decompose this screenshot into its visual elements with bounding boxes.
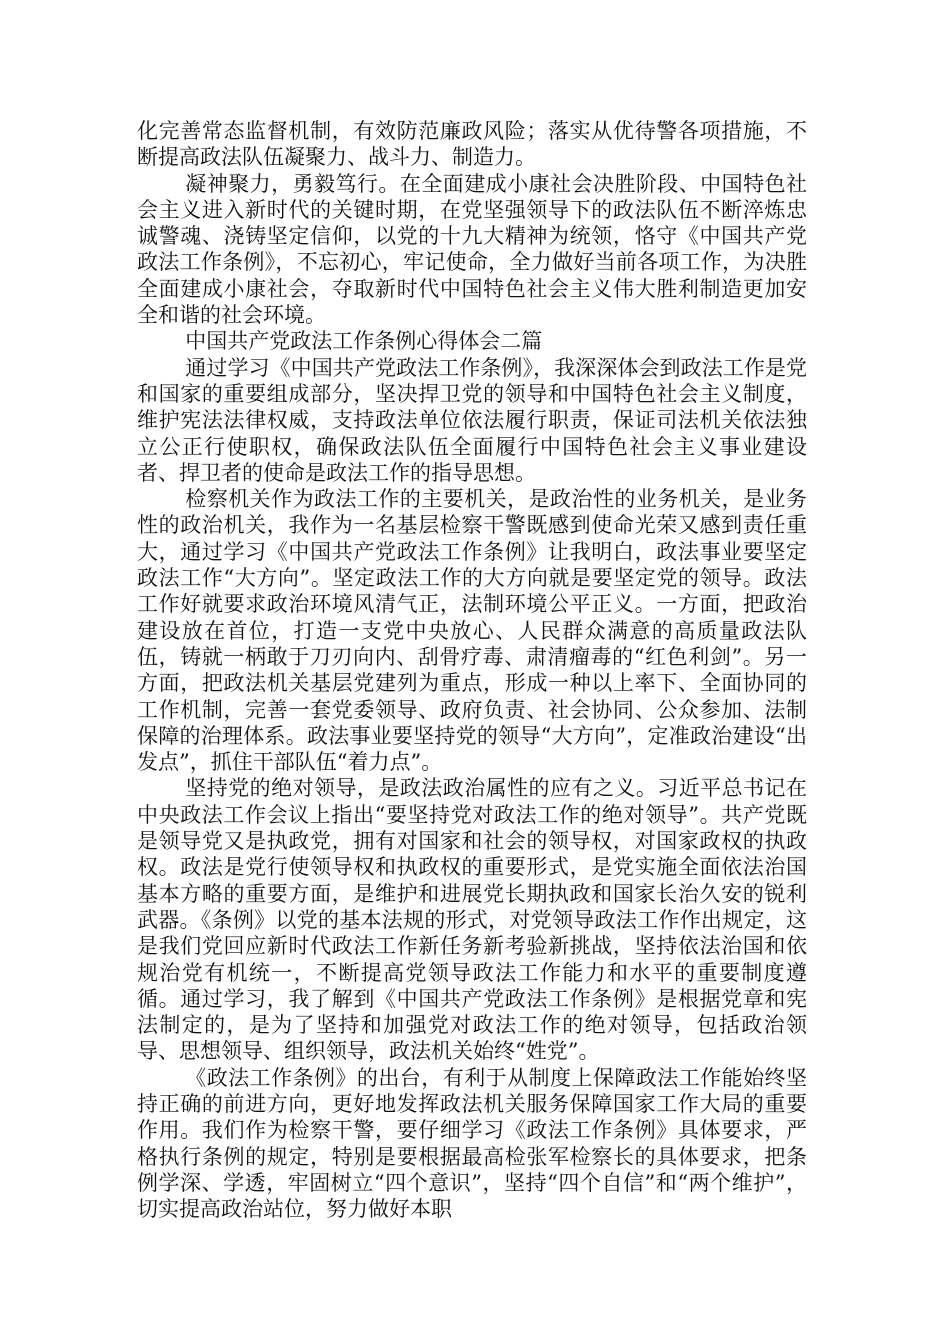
document-page bbox=[137, 118, 807, 1222]
paragraph: 凝神聚力，勇毅笃行。在全面建成小康社会决胜阶段、中国特色社会主义进入新时代的关键时期，在党坚强领导下的政法队伍不断淬炼忠诚警魂、浇铸坚定信仰，以党的十九大精神为统领，恪守《中国共产党政法工作条例》，不忘初心，牢记使命，全力做好当前各项工作，为决胜全面建成小康社会，夺取新时代中国特色社会主义伟大胜利制造更加安全和谐的社会环境。 bbox=[137, 171, 807, 328]
paragraph-continuation: 化完善常态监督机制，有效防范廉政风险；落实从优待警各项措施，不断提高政法队伍凝聚力、战斗力、制造力。 bbox=[137, 119, 807, 170]
section-heading: 中国共产党政法工作条例心得体会二篇 bbox=[185, 329, 543, 354]
paragraph: 通过学习《中国共产党政法工作条例》，我深深体会到政法工作是党和国家的重要组成部分，坚决捍卫党的领导和中国特色社会主义制度，维护宪法法律权威，支持政法单位依法履行职责，保证司法机关依法独立公正行使职权，确保政法队伍全面履行中国特色社会主义事业建设者、捍卫者的使命是政法工作的指导思想。 bbox=[137, 355, 807, 485]
paragraph: 坚持党的绝对领导，是政法政治属性的应有之义。习近平总书记在中央政法工作会议上指出“要坚持党对政法工作的绝对领导”。共产党既是领导党又是执政党，拥有对国家和社会的领导权，对国家政权的执政权。政法是党行使领导权和执政权的重要形式，是党实施全面依法治国基本方略的重要方面，是维护和进展党长期执政和国家长治久安的锐利武器。《条例》以党的基本法规的形式，对党领导政法工作作出规定，这是我们党回应新时代政法工作新任务新考验新挑战，坚持依法治国和依规治党有机统一，不断提高党领导政法工作能力和水平的重要制度遵循。通过学习，我了解到《中国共产党政法工作条例》是根据党章和宪法制定的，是为了坚持和加强党对政法工作的绝对领导，包括政治领导、思想领导、组织领导，政法机关始终“姓党”。 bbox=[137, 776, 807, 1064]
paragraph: 检察机关作为政法工作的主要机关，是政治性的业务机关，是业务性的政治机关，我作为一名基层检察干警既感到使命光荣又感到责任重大，通过学习《中国共产党政法工作条例》让我明白，政法事业要坚定政法工作“大方向”。坚定政法工作的大方向就是要坚定党的领导。政法工作好就要求政治环境风清气正，法制环境公平正义。一方面，把政治建设放在首位，打造一支党中央放心、人民群众满意的高质量政法队伍，铸就一柄敢于刀刃向内、刮骨疗毒、肃清瘤毒的“红色利剑”。另一方面，把政法机关基层党建列为重点，形成一种以上率下、全面协同的工作机制，完善一套党委领导、政府负责、社会协同、公众参加、法制保障的治理体系。政法事业要坚持党的领导“大方向”，定准政治建设“出发点”，抓住干部队伍“着力点”。 bbox=[137, 487, 807, 775]
paragraph: 《政法工作条例》的出台，有利于从制度上保障政法工作能始终坚持正确的前进方向，更好地发挥政法机关服务保障国家工作大局的重要作用。我们作为检察干警，要仔细学习《政法工作条例》具体要求，严格执行条例的规定，特别是要根据最高检张军检察长的具体要求，把条例学深、学透，牢固树立“四个意识”，坚持“四个自信”和“两个维护”，切实提高政治站位，努力做好本职 bbox=[137, 1065, 807, 1222]
